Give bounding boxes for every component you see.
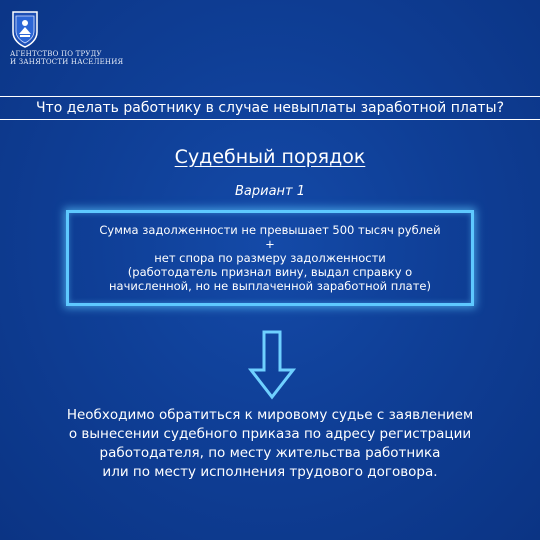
condition-line-2: нет спора по размеру задолженности	[154, 251, 386, 265]
agency-name-line2: И ЗАНЯТОСТИ НАСЕЛЕНИЯ	[10, 58, 124, 66]
result-line-1: Необходимо обратиться к мировому судье с заявлением	[66, 407, 474, 423]
coat-of-arms-icon	[10, 10, 40, 48]
condition-line-4: начисленной, но не выплаченной заработной плате)	[109, 279, 431, 293]
question-banner	[0, 96, 540, 120]
result-line-2: о вынесении судебного приказа по адресу регистрации	[68, 426, 472, 442]
result-line-3: работодателя, по месту жительства работника	[99, 445, 441, 461]
arrow-down-icon	[248, 330, 296, 400]
conditions-box	[66, 210, 474, 306]
variant-label: Вариант 1	[234, 184, 306, 199]
condition-line-3: (работодатель признал вину, выдал справку о	[127, 265, 413, 279]
question-text: Что делать работнику в случае невыплаты заработной платы?	[35, 100, 505, 116]
condition-line-1: Сумма задолженности не превышает 500 тысяч рублей	[99, 223, 441, 237]
agency-name	[10, 50, 123, 66]
result-text	[0, 406, 540, 482]
section-title: Судебный порядок	[174, 146, 366, 168]
result-line-4: или по месту исполнения трудового договора.	[102, 464, 438, 480]
agency-name-line1: АГЕНТСТВО ПО ТРУДУ	[10, 50, 102, 58]
condition-plus: +	[265, 237, 275, 251]
